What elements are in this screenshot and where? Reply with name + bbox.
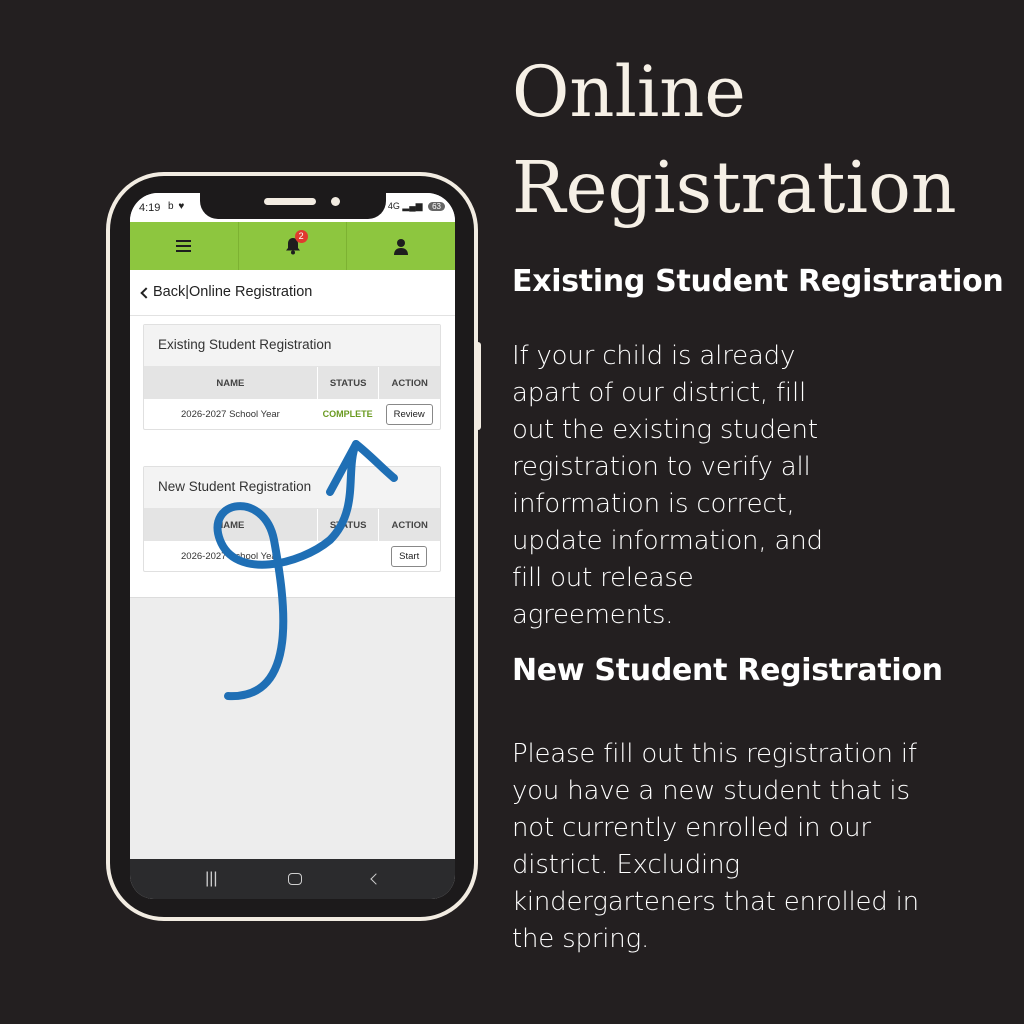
status-app-icons: b ♥ [168,201,186,212]
status-right [388,201,445,212]
desc-line: agreements. [512,600,674,630]
table-header [144,509,440,541]
new-heading: New Student Registration [512,653,943,688]
nav-back-icon[interactable] [370,873,381,884]
recent-apps-icon[interactable]: ||| [205,870,218,887]
phone-screen [130,193,455,899]
network-label: 4G [387,201,400,211]
row-name: 2026-2027 School Year [181,408,280,420]
card-title: Existing Student Registration [144,325,440,367]
desc-line: information is correct, [512,489,795,519]
new-registration-card [143,466,441,572]
row-name: 2026-2027 School Year [181,550,280,562]
table-row [144,399,440,429]
review-button[interactable]: Review [386,404,433,425]
desc-line: registration to verify all [512,452,811,482]
chevron-left-icon [140,287,151,298]
col-name: NAME [216,377,245,389]
desc-line: update information, and [512,526,823,556]
desc-line: fill out release [512,563,694,593]
user-icon [393,238,409,255]
new-description [512,736,919,958]
main-title-line2: Registration [512,146,957,229]
phone-side-button [476,342,481,430]
desc-line: kindergarteners that enrolled in [512,887,919,917]
camera-dot [331,197,340,206]
desc-line: out the existing student [512,415,818,445]
desc-line: Please fill out this registration if [512,739,917,769]
desc-line: apart of our district, fill [512,378,807,408]
desc-line: the spring. [512,924,650,954]
existing-registration-card [143,324,441,430]
content-area [130,316,455,598]
desc-line: If your child is already [512,341,796,371]
existing-heading: Existing Student Registration [512,264,1004,299]
desc-line: not currently enrolled in our [512,813,871,843]
page-header [130,270,455,316]
col-name: NAME [216,519,245,531]
existing-description [512,338,823,634]
home-icon[interactable] [288,873,302,885]
page-title: Online Registration [189,284,313,300]
back-link[interactable] [142,284,312,300]
header-separator: | [185,284,190,300]
row-status [317,541,379,571]
menu-button[interactable] [130,222,238,270]
col-status: STATUS [317,367,379,399]
android-nav-bar [130,859,455,899]
notifications-button[interactable] [238,222,347,270]
app-bar [130,222,455,270]
col-action: ACTION [378,367,440,399]
table-row [144,541,440,571]
speaker-grille [264,198,316,205]
start-button[interactable]: Start [391,546,427,567]
card-title: New Student Registration [144,467,440,509]
desc-line: you have a new student that is [512,776,910,806]
col-action: ACTION [378,509,440,541]
status-badge: COMPLETE [322,409,373,419]
signal-icon: ▂▄▆ [402,201,423,211]
status-time: 4:19 [139,202,161,214]
table-header [144,367,440,399]
main-title-line1: Online [512,51,746,133]
back-label: Back [153,284,186,300]
desc-line: district. Excluding [512,850,740,880]
notification-badge: 2 [295,230,308,243]
hamburger-icon [176,240,191,252]
profile-button[interactable] [346,222,455,270]
battery-icon: 63 [428,202,445,211]
col-status: STATUS [317,509,379,541]
